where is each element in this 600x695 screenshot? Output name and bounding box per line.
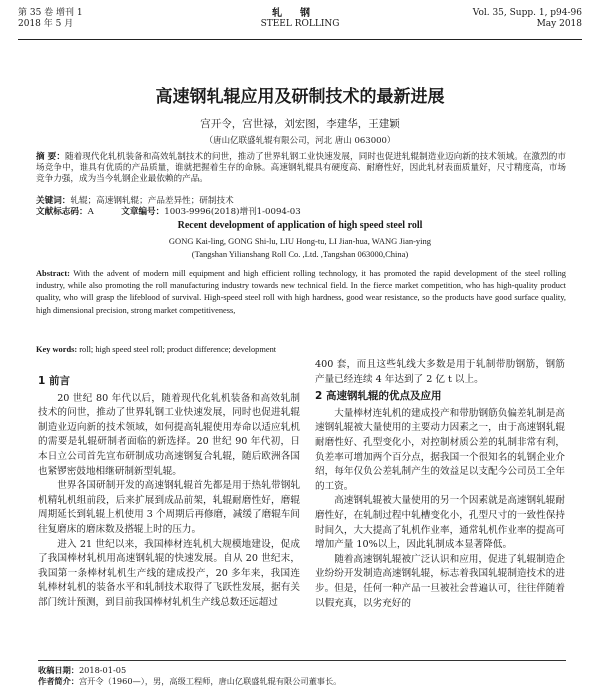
section-2-paragraph-3: 随着高速钢轧辊被广泛认识和应用，促进了轧辊制造企业纷纷开发制造高速钢轧辊，标志着我国轧辊制造技术的进步。但是，任何一种产品一旦被社会普遍认可，往往伴随着以假充真，以劣充好的 [315,553,565,609]
abstract-text: 随着现代化轧机装备和高效轧制技术的问世，推动了世界轧钢工业快速发展，同时也促进轧辊制造业迈向新的技术领域。在激烈的市场竞争中，谁具有优质的产品质量，谁就把握着生存的命脉。高速钢轧辊具有硬度高、耐磨性好，因此轧材表面质量好，尺寸精度高，市场竞争力强，成为当今轧钢企业最依赖的产品。 [36,152,566,185]
keywords-cn [36,196,566,207]
doc-code-label: 文献标志码： [36,207,88,217]
english-keywords-text: roll; high speed steel roll; product difference; development [79,345,277,354]
section-1-paragraph-1: 20 世纪 80 年代以后，随着现代化轧机装备和高效轧制技术的问世，推动了世界轧钢工业快速发展，同时也促进轧辊制造业迈向新的技术领域，如何提高轧辊使用寿命以适应轧机的需要是轧辊研制者面临的新选择。20 世纪 90 年代初，日本日立公司首先宣布研制成功高速钢复合轧辊，随后欧洲各国也紧锣密鼓地相继研制新型轧辊。 [38,392,300,477]
section-1-paragraph-3: 进入 21 世纪以来，我国棒材连轧机大规模地建设，促成了我国棒材轧机用高速钢轧辊的快速发展。自从 20 世纪末，我国第一条棒材轧机生产线的建成投产，20 多年来，我国连轧棒材轧机的装备水平和轧制技术取得了飞跃性发展，据有关部门统计预测，到目前我国棒材轧机生产线总数还远超过 [38,538,300,608]
keywords-label: 关键词： [36,196,71,206]
footnote [38,660,566,687]
volume-line-en: Vol. 35, Supp. 1, p94-96 [472,8,582,18]
received-label: 收稿日期： [38,665,79,675]
author-info [38,676,566,687]
abstract-cn [36,152,566,186]
received-value: 2018-01-05 [78,665,127,675]
doc-code: A [87,207,94,217]
section-2-paragraph-2: 高速钢轧辊被大量使用的另一个因素就是高速钢轧辊耐磨性好，在轧制过程中轧槽变化小，孔型尺寸的一致性保持时间久，大大提高了轧机作业率，通常轧机作业率的提高可增加产量 10%以上，因此轧制成本显著降低。 [315,495,565,551]
section-1-heading: 1 前言 [38,375,70,387]
section-1-paragraph-2: 世界各国研制开发的高速钢轧辊首先都是用于热轧带钢轧机精轧机组前段，后来扩展到成品前架，轧辊耐磨性好，磨辊周期延长到轧辊上机使用 3 个周期后再修磨，减缓了磨辊车间往复磨床的磨床数及搭辊上时的压力。 [38,480,300,535]
date-line-en: May 2018 [536,19,582,29]
journal-name-cn: 轧钢 [272,8,328,19]
english-abstract-text: With the advent of modern mill equipment and high efficient rolling technology, it has promoted the rapid development of the steel rolling industry, while also promoting the roll manufacturing industry towards new technical field. In the fierce market competition, who has high-quality product quality, who will grasp the lifeblood of survival. High-speed steel roll with high hardness, good wear resistance, so the products have good surface quality, high dimensional precision, strong market competitiveness, [36,269,566,315]
doc-codes [36,207,566,218]
english-keywords-label: Key words: [36,345,78,354]
author-info-text: 宫开令（1960—），男，高级工程师，唐山亿联盛轧辊有限公司董事长。 [78,676,342,686]
section-2-heading: 2 高速钢轧辊的优点及应用 [315,390,442,403]
english-abstract-label: Abstract: [36,269,70,278]
volume-line: 第 35 卷 增刊 1 [18,8,83,18]
author-info-label: 作者简介： [38,676,79,686]
section-1-paragraph-3-cont: 400 套，而且这些轧线大多数是用于轧制带肋钢筋，钢筋产量已经连续 4 年达到了 2 亿 t 以上。 [315,359,565,385]
article-no: 1003-9996(2018)增刊1-0094-03 [164,207,301,217]
article-no-label: 文章编号： [121,207,165,217]
author-list: 宫开令，宫世禄，刘宏图，李建华，王建颖 [200,118,400,130]
received-date [38,665,566,676]
english-affiliation: (Tangshan Yilianshang Roll Co. ,Ltd. ,Tangshan 063000,China) [191,249,409,259]
body-left-column [38,372,300,611]
paper-title: 高速钢轧辊应用及研制技术的最新进展 [155,87,445,107]
english-title: Recent development of application of high speed steel roll [177,220,423,231]
english-authors: GONG Kai-ling, GONG Shi-lu, LIU Hong-tu, LI Jian-hua, WANG Jian-ying [168,236,432,246]
volume-info-en [473,8,582,30]
body-right-column [315,358,565,611]
affiliation: （唐山亿联盛轧辊有限公司，河北 唐山 063000） [204,136,396,146]
english-keywords [36,345,566,354]
keywords-text: 轧辊；高速钢轧辊；产品差异性；研制技术 [70,196,234,206]
english-abstract [36,268,566,317]
journal-name-en: STEEL ROLLING [260,19,340,29]
date-line: 2018 年 5 月 [18,19,74,29]
section-2-paragraph-1: 大量棒材连轧机的建成投产和带肋钢筋负偏差轧制是高速钢轧辊被大量使用的主要动力因素之一，由于高速钢轧辊耐磨性好、孔型变化小，对控制材质公差的轧制非常有利，负差率可增加两个百分点，据我国一个很知名的轧钢企业介绍，每年仅负公差轧制产生的效益足以支配今公司员工全年的工资。 [315,407,565,492]
running-header [18,6,582,40]
abstract-label: 摘 要： [36,152,65,162]
